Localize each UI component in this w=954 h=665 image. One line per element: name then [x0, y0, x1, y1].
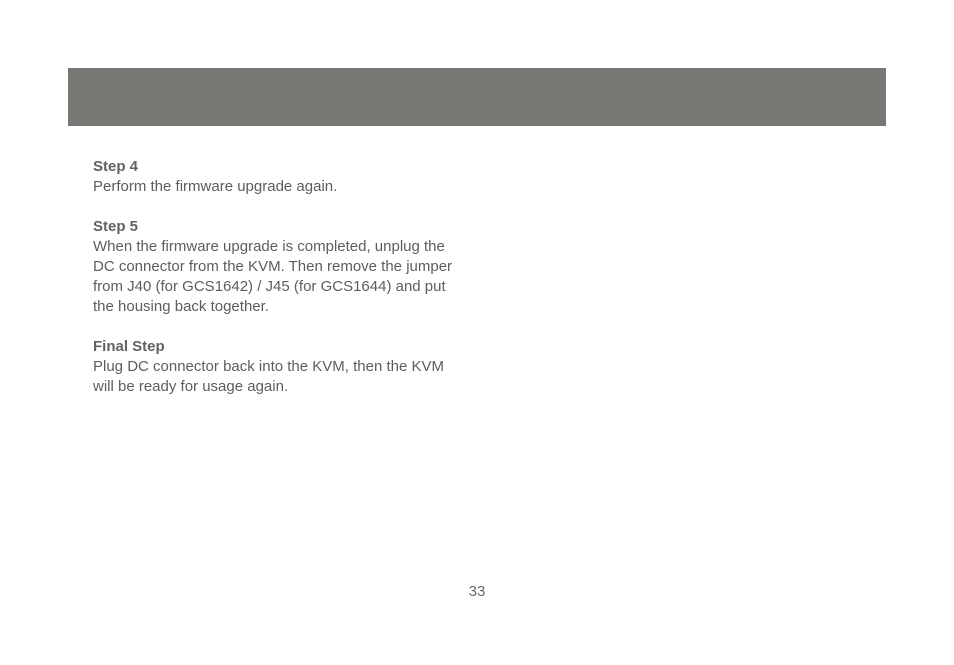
step-4-text: Perform the firmware upgrade again. — [93, 178, 338, 195]
header-band — [68, 68, 886, 126]
step-4-heading: Step 4 — [93, 158, 139, 175]
final-step-heading: Final Step — [93, 338, 165, 355]
step-5-heading: Step 5 — [93, 218, 139, 235]
page-number: 33 — [468, 583, 486, 600]
final-step-text: Plug DC connector back into the KVM, then the KVM will be ready for usage again. — [93, 358, 445, 395]
step-5-text: When the firmware upgrade is completed, unplug the DC connector from the KVM. Then remove the jumper from J40 (for GCS1642) / J45 (for GCS1644) and put the housing back together. — [93, 238, 453, 315]
manual-content — [93, 157, 463, 417]
final-step-section — [93, 337, 463, 397]
step-4-section — [93, 157, 463, 197]
step-5-section — [93, 217, 463, 317]
